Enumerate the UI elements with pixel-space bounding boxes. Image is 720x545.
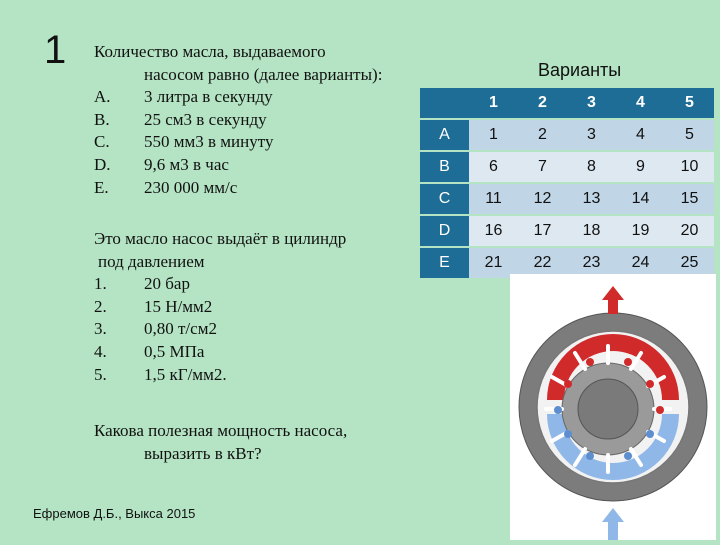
question-line: насосом равно (далее варианты): — [144, 64, 383, 84]
option-key: 4. — [94, 341, 107, 361]
table-header-row — [420, 88, 714, 119]
question-line: Какова полезная мощность насоса, — [94, 421, 348, 440]
option-text: 0,5 МПа — [144, 341, 205, 361]
row-header: D — [420, 215, 469, 247]
option-key: 3. — [94, 319, 107, 339]
table-cell: 20 — [665, 215, 714, 247]
table-cell: 25 — [665, 247, 714, 279]
row-header: C — [420, 183, 469, 215]
rotor-hub — [578, 379, 638, 439]
option-text: 0,80 т/см2 — [144, 319, 217, 339]
column-header: 2 — [518, 88, 567, 119]
option-text: 1,5 кГ/мм2. — [144, 364, 227, 384]
table-corner — [420, 88, 469, 119]
table-cell: 15 — [665, 183, 714, 215]
option-text: 230 000 мм/с — [144, 177, 238, 197]
outlet-arrow-icon — [602, 286, 624, 314]
table-cell: 6 — [469, 151, 518, 183]
table-row — [420, 215, 714, 247]
table-cell: 10 — [665, 151, 714, 183]
option-text: 550 мм3 в минуту — [144, 132, 274, 152]
table-cell: 18 — [567, 215, 616, 247]
table-cell: 8 — [567, 151, 616, 183]
question-line: Это масло насос выдаёт в цилиндр — [94, 229, 347, 248]
answer-option — [94, 109, 434, 132]
option-key: A. — [94, 87, 111, 107]
table-cell: 5 — [665, 119, 714, 151]
column-header: 1 — [469, 88, 518, 119]
variants-table — [420, 88, 714, 280]
table-cell: 19 — [616, 215, 665, 247]
table-cell: 13 — [567, 183, 616, 215]
pump-figure — [510, 274, 716, 540]
answer-option — [94, 341, 414, 364]
row-header: E — [420, 247, 469, 279]
question-line: Количество масла, выдаваемого — [94, 42, 326, 61]
answer-option — [94, 273, 414, 296]
table-cell: 11 — [469, 183, 518, 215]
question-line: выразить в кВт? — [144, 443, 262, 463]
option-key: 1. — [94, 274, 107, 294]
option-key: 2. — [94, 296, 107, 316]
answer-option — [94, 318, 414, 341]
question-pressure — [94, 228, 414, 386]
question-power — [94, 420, 414, 465]
author-credit: Ефремов Д.Б., Выкса 2015 — [33, 506, 196, 521]
answer-option — [94, 154, 434, 177]
table-cell: 14 — [616, 183, 665, 215]
answer-option — [94, 364, 414, 387]
answer-option — [94, 86, 434, 109]
table-cell: 4 — [616, 119, 665, 151]
column-header: 4 — [616, 88, 665, 119]
option-text: 9,6 м3 в час — [144, 154, 229, 174]
variants-title: Варианты — [538, 60, 622, 80]
option-text: 25 см3 в секунду — [144, 109, 267, 129]
answer-option — [94, 177, 434, 200]
question-oil-quantity — [94, 41, 434, 199]
answer-option — [94, 131, 434, 154]
table-cell: 17 — [518, 215, 567, 247]
table-cell: 12 — [518, 183, 567, 215]
table-cell: 23 — [567, 247, 616, 279]
option-text: 3 литра в секунду — [144, 87, 273, 107]
slide-number: 1 — [44, 28, 67, 72]
table-cell: 21 — [469, 247, 518, 279]
option-key: 5. — [94, 364, 107, 384]
question-line: под давлением — [98, 251, 205, 271]
table-cell: 16 — [469, 215, 518, 247]
table-row — [420, 151, 714, 183]
column-header: 3 — [567, 88, 616, 119]
pump-diagram — [510, 274, 716, 540]
option-key: E. — [94, 177, 109, 197]
row-header: B — [420, 151, 469, 183]
option-text: 20 бар — [144, 274, 190, 294]
table-cell: 9 — [616, 151, 665, 183]
row-header: A — [420, 119, 469, 151]
option-key: C. — [94, 132, 110, 152]
table-cell: 22 — [518, 247, 567, 279]
table-cell: 2 — [518, 119, 567, 151]
inlet-arrow-icon — [602, 508, 624, 540]
table-cell: 1 — [469, 119, 518, 151]
table-row — [420, 183, 714, 215]
answer-option — [94, 296, 414, 319]
column-header: 5 — [665, 88, 714, 119]
table-row — [420, 119, 714, 151]
option-key: B. — [94, 109, 110, 129]
table-cell: 7 — [518, 151, 567, 183]
option-text: 15 Н/мм2 — [144, 296, 213, 316]
option-key: D. — [94, 154, 111, 174]
table-cell: 24 — [616, 247, 665, 279]
table-cell: 3 — [567, 119, 616, 151]
